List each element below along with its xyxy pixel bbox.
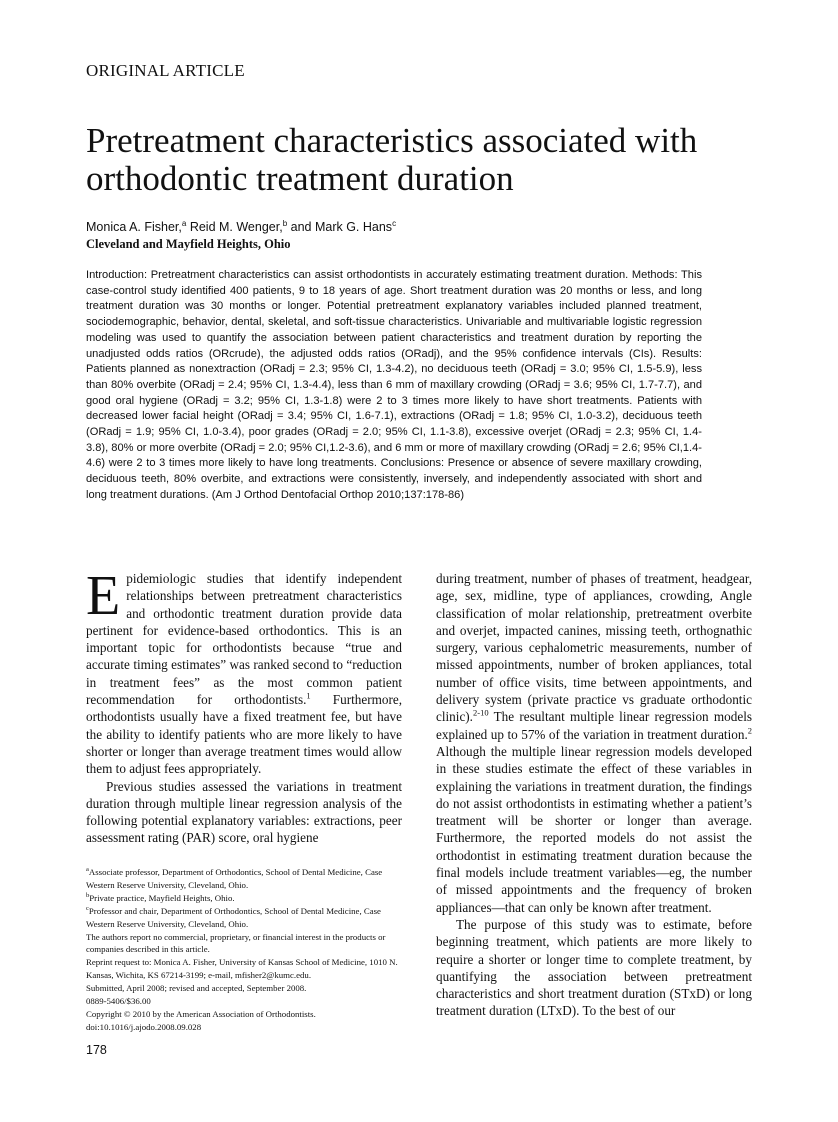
reprint-request: Reprint request to: Monica A. Fisher, University of Kansas School of Medicine, 1010 N. Kansas, Wichita, KS 67214-3199; e-mail, mfisher2@kumc.edu. (86, 957, 398, 981)
section-label: ORIGINAL ARTICLE (86, 61, 245, 80)
body-column-left (86, 565, 402, 847)
author-mark: a (181, 219, 187, 228)
author-list (86, 219, 396, 234)
author-name: Monica A. Fisher, (86, 220, 182, 235)
footnote-text: Private practice, Mayfield Heights, Ohio. (89, 892, 235, 903)
footnote-b (86, 892, 402, 905)
author-mark: c (392, 219, 397, 228)
footnote-c (86, 905, 402, 931)
drop-cap: E (86, 565, 121, 627)
affiliation: Cleveland and Mayfield Heights, Ohio (86, 237, 291, 251)
paragraph-text: during treatment, number of phases of treatment, headgear, age, sex, midline, type of appliances, crowding, Angle classification of molar relationship, pretreatment overbite and overjet, impacted canines, missing teeth, orthognathic surgery, various cephalometric measurements, number of missed appointments, number of broken appliances, total number of office visits, time between appointments, and delivery system (private practice vs graduate orthodontic clinic). (436, 571, 752, 725)
issn: 0889-5406/$36.00 (86, 996, 151, 1007)
paragraph-text: Furthermore, orthodontists usually have a fixed treatment fee, but have the ability to identify patients who are more likely to have shorter or longer than average treatment times would allow them to adjust fees appropriately. (86, 692, 402, 777)
paragraph-text: Although the multiple linear regression models developed in these studies estimate the effect of these variables in explaining the variations in treatment duration, the findings do not assist orthodontists in estimating whether a patient’s treatment will be shorter or longer than average. Furthermore, the reported models do not assist the orthodontist in estimating treatment duration because the final models include treatment variables—eg, the number of missed appointments and the frequency of broken appliances—that can only be known after treatment. (436, 743, 752, 915)
article-title (86, 122, 766, 198)
doi: doi:10.1016/j.ajodo.2008.09.028 (86, 1021, 202, 1032)
intro-paragraph (86, 565, 402, 778)
disclosure-note: The authors report no commercial, proprietary, or financial interest in the products or companies described in this article. (86, 931, 386, 955)
author-name: and Mark G. Hans (290, 220, 393, 235)
title-line-2: orthodontic treatment duration (86, 159, 514, 198)
body-paragraph: Previous studies assessed the variations in treatment duration through multiple linear regression analysis of the following potential explanatory variables: extractions, peer assessment rating (PAR) score, oral hygiene (86, 778, 402, 846)
title-line-1: Pretreatment characteristics associated with (86, 121, 698, 160)
footnote-text: Professor and chair, Department of Orthodontics, School of Dental Medicine, Case Western Reserve University, Cleveland, Ohio. (86, 905, 381, 929)
page-number: 178 (86, 1043, 107, 1057)
author-name: Reid M. Wenger, (189, 220, 283, 235)
reference-marker: 2 (747, 725, 752, 736)
footnote-mark: b (86, 891, 90, 899)
footnote-mark: c (86, 904, 89, 912)
body-paragraph (436, 570, 752, 916)
body-column-right (436, 570, 752, 1020)
footnote-mark: a (86, 866, 89, 874)
copyright: Copyright © 2010 by the American Association of Orthodontists. (86, 1008, 316, 1019)
footnotes (86, 866, 402, 1034)
footnote-text: Associate professor, Department of Orthodontics, School of Dental Medicine, Case Western Reserve University, Cleveland, Ohio. (86, 867, 383, 890)
reference-marker: 1 (306, 690, 311, 701)
paragraph-text: pidemiologic studies that identify independent relationships between pretreatment characteristics and orthodontic treatment duration provide data pertinent for evidence-based orthodontics. This is an important topic for orthodontists because “true and accurate timing estimates” was ranked second to “reduction in treatment fees” as the most common patient recommendation for orthodontists. (86, 571, 402, 708)
author-mark: b (282, 219, 288, 228)
paragraph-text: The resultant multiple linear regression models explained up to 57% of the variation in treatment duration. (436, 709, 752, 742)
submission-dates: Submitted, April 2008; revised and accepted, September 2008. (86, 983, 307, 994)
reference-marker: 2-10 (472, 707, 489, 718)
abstract: Introduction: Pretreatment characteristics can assist orthodontists in accurately estimating treatment duration. Methods: This case-control study identified 400 patients, 9 to 18 years of age. Short treatment duration was 20 months or less, and long treatment duration was 30 months or longer. Potential pretreatment explanatory variables included planned treatment, sociodemographic, behavior, dental, skeletal, and soft-tissue characteristics. Univariable and multivariable logistic regression modeling was used to quantify the association between patient characteristics and treatment duration by reporting the unadjusted odds ratios (ORcrude), the adjusted odds ratios (ORadj), and the 95% confidence intervals (CIs). Results: Patients planned as nonextraction (ORadj = 2.3; 95% CI, 1.3-4.2), no deciduous teeth (ORadj = 3.0; 95% CI, 1.5-5.9), less than 80% overbite (ORadj = 2.4; 95% CI, 1.3-4.4), less than 6 mm of maxillary crowding (ORadj = 3.6; 95% CI, 1.7-7.7), and good oral hygiene (ORadj = 3.2; 95% CI, 1.3-1.8) were 2 to 3 times more likely to have short treatments. Patients with decreased lower facial height (ORadj = 3.4; 95% CI, 1.6-7.1), extractions (ORadj = 1.8; 95% CI, 1.0-3.2), deciduous teeth (ORadj = 1.9; 95% CI, 1.0-3.4), poor grades (ORadj = 2.0; 95% CI, 1.1-3.8), excessive overjet (ORadj = 2.3; 95% CI, 1.4-3.8), 80% or more overbite (ORadj = 2.0; 95% CI,1.2-3.6), and 6 mm or more of maxillary crowding (ORadj = 2.6; 95% CI,1.4-4.6) were 2 to 3 times more likely to have long treatments. Conclusions: Presence or absence of severe maxillary crowding, deciduous teeth, 80% overbite, and extractions were consistently, inversely, and independently associated with short and long treatment durations. (Am J Orthod Dentofacial Orthop 2010;137:178-86) (86, 269, 702, 501)
footnote-a (86, 866, 402, 892)
body-paragraph: The purpose of this study was to estimate, before beginning treatment, which patients are more likely to require a shorter or longer time to complete treatment, by quantifying the association between pretreatment characteristics and short treatment duration (STxD) or long treatment duration (LTxD). To the best of our (436, 916, 752, 1019)
